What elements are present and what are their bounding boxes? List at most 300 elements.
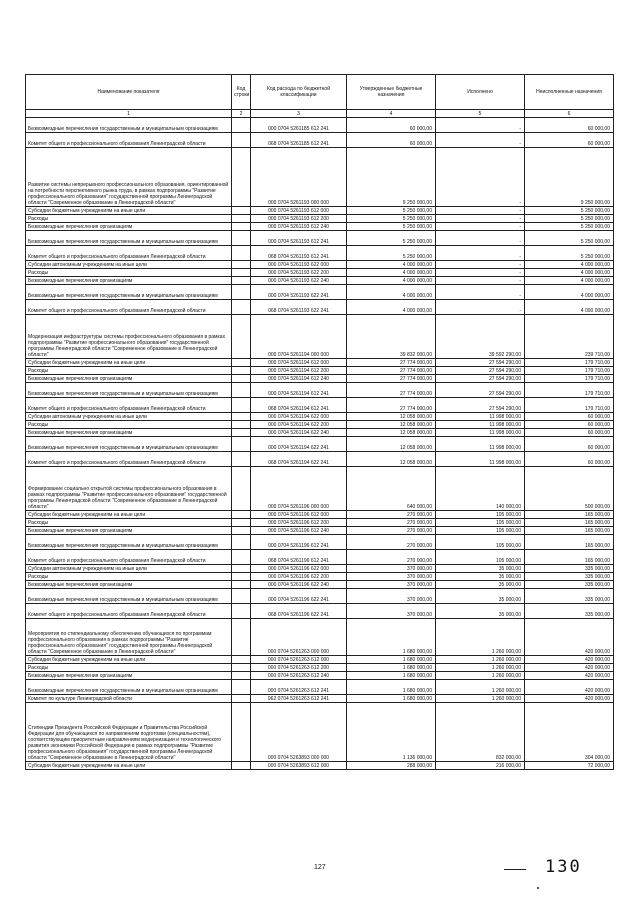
row-executed-amount: 216 000,00 [436, 762, 525, 770]
row-unexecuted-amount: 60 000,00 [525, 421, 614, 429]
row-budget-code: 000 0704 5261193 612 241 [251, 231, 347, 246]
row-indicator-name: Комитет общего и профессионального образования Ленинградской области [26, 398, 232, 413]
row-approved-amount: 5 250 000,00 [347, 231, 436, 246]
row-indicator-name: Комитет общего и профессионального образования Ленинградской области [26, 550, 232, 565]
table-row [26, 429, 614, 437]
row-budget-code: 000 0704 5261193 622 200 [251, 269, 347, 277]
table-row [26, 550, 614, 565]
row-approved-amount: 1 680 000,00 [347, 695, 436, 703]
row-indicator-name: Безвозмездные перечисления организациям [26, 223, 232, 231]
table-row [26, 285, 614, 300]
row-unexecuted-amount: 4 000 000,00 [525, 285, 614, 300]
row-unexecuted-amount: 165 000,00 [525, 527, 614, 535]
row-line-code [232, 118, 251, 133]
row-executed-amount: - [436, 133, 525, 148]
row-line-code [232, 285, 251, 300]
row-approved-amount: 270 000,00 [347, 511, 436, 519]
row-line-code [232, 527, 251, 535]
row-indicator-name: Комитет общего и профессионального образования Ленинградской области [26, 300, 232, 315]
row-unexecuted-amount: 60 000,00 [525, 413, 614, 421]
row-unexecuted-amount: 72 000,00 [525, 762, 614, 770]
row-approved-amount: 12 058 000,00 [347, 437, 436, 452]
row-line-code [232, 452, 251, 467]
row-budget-code: 000 0704 5261263 612 240 [251, 672, 347, 680]
table-row [26, 519, 614, 527]
table-row [26, 231, 614, 246]
row-unexecuted-amount: 9 250 000,00 [525, 148, 614, 207]
table-body [26, 118, 614, 770]
row-executed-amount: 1 260 000,00 [436, 664, 525, 672]
row-executed-amount: - [436, 148, 525, 207]
table-row [26, 589, 614, 604]
row-approved-amount: 60 000,00 [347, 133, 436, 148]
row-line-code [232, 429, 251, 437]
row-budget-code: 068 0704 5261196 622 241 [251, 604, 347, 619]
row-indicator-name: Субсидии бюджетным учреждениям на иные цели [26, 656, 232, 664]
row-line-code [232, 261, 251, 269]
row-indicator-name: Безвозмездные перечисления организациям [26, 672, 232, 680]
row-line-code [232, 367, 251, 375]
row-line-code [232, 300, 251, 315]
row-budget-code: 000 0704 5261196 622 240 [251, 581, 347, 589]
table-row [26, 762, 614, 770]
row-unexecuted-amount: 5 250 000,00 [525, 215, 614, 223]
row-line-code [232, 519, 251, 527]
table-row [26, 413, 614, 421]
row-executed-amount: 35 000,00 [436, 573, 525, 581]
row-unexecuted-amount: 179 710,00 [525, 367, 614, 375]
row-budget-code: 068 0704 5261193 612 241 [251, 246, 347, 261]
row-line-code [232, 223, 251, 231]
row-line-code [232, 573, 251, 581]
handwritten-sheet-number: 130 [545, 857, 582, 877]
row-indicator-name: Субсидии автономным учреждениям на иные цели [26, 565, 232, 573]
table-row [26, 118, 614, 133]
row-indicator-name: Мероприятия по стипендиальному обеспечению обучающихся по программам профессионального образования в рамках подпрограммы "Развитие профессионального образования" государственной программы Ленинградской области "Современное образование в Ленинградской области" [26, 619, 232, 656]
row-executed-amount: - [436, 223, 525, 231]
row-executed-amount: - [436, 261, 525, 269]
table-row [26, 315, 614, 359]
row-unexecuted-amount: 420 000,00 [525, 656, 614, 664]
row-line-code [232, 437, 251, 452]
header-executed: Исполнено [436, 75, 525, 110]
row-line-code [232, 703, 251, 762]
row-budget-code: 000 0704 5261194 612 241 [251, 383, 347, 398]
row-unexecuted-amount: 4 000 000,00 [525, 300, 614, 315]
row-indicator-name: Безвозмездные перечисления организациям [26, 375, 232, 383]
row-budget-code: 000 0704 5261193 622 240 [251, 277, 347, 285]
column-number: 3 [251, 110, 347, 118]
row-unexecuted-amount: 179 710,00 [525, 398, 614, 413]
column-number: 2 [232, 110, 251, 118]
table-row [26, 703, 614, 762]
row-unexecuted-amount: 179 710,00 [525, 359, 614, 367]
row-executed-amount: 1 260 000,00 [436, 695, 525, 703]
row-line-code [232, 511, 251, 519]
row-approved-amount: 27 774 000,00 [347, 375, 436, 383]
row-indicator-name: Безвозмездные перечисления государственным и муниципальным организациям [26, 535, 232, 550]
table-row [26, 467, 614, 511]
row-line-code [232, 695, 251, 703]
row-line-code [232, 246, 251, 261]
row-executed-amount: - [436, 215, 525, 223]
row-approved-amount: 270 000,00 [347, 527, 436, 535]
row-indicator-name: Стипендии Президента Российской Федерации и Правительства Российской Федерации для обучающихся по направлениям подготовки (специальностям), соответствующим приоритетным направлениям модернизации и технологического развития экономики Российской Федерации в рамках подпрограммы "Развитие профессионального образования" государственной программы Ленинградской области "Современное образование в Ленинградской области" [26, 703, 232, 762]
row-approved-amount: 27 774 000,00 [347, 359, 436, 367]
table-row [26, 148, 614, 207]
column-number: 5 [436, 110, 525, 118]
row-line-code [232, 672, 251, 680]
row-executed-amount: - [436, 118, 525, 133]
row-approved-amount: 1 680 000,00 [347, 664, 436, 672]
row-budget-code: 000 0704 5261194 622 241 [251, 437, 347, 452]
row-indicator-name: Расходы [26, 421, 232, 429]
page-number: 127 [314, 864, 326, 871]
row-executed-amount: - [436, 285, 525, 300]
header-budget-code: Код расхода по бюджетной классификации [251, 75, 347, 110]
table-row [26, 535, 614, 550]
row-approved-amount: 270 000,00 [347, 535, 436, 550]
row-approved-amount: 1 680 000,00 [347, 656, 436, 664]
row-line-code [232, 375, 251, 383]
row-budget-code: 000 0704 5261193 612 000 [251, 207, 347, 215]
row-indicator-name: Безвозмездные перечисления государственным и муниципальным организациям [26, 285, 232, 300]
row-indicator-name: Безвозмездные перечисления государственным и муниципальным организациям [26, 231, 232, 246]
row-executed-amount: 27 594 290,00 [436, 367, 525, 375]
row-unexecuted-amount: 60 000,00 [525, 133, 614, 148]
row-executed-amount: 11 998 000,00 [436, 421, 525, 429]
table-row [26, 672, 614, 680]
row-executed-amount: - [436, 207, 525, 215]
row-approved-amount: 370 000,00 [347, 581, 436, 589]
row-executed-amount: 35 000,00 [436, 565, 525, 573]
row-executed-amount: 832 000,00 [436, 703, 525, 762]
row-indicator-name: Комитет общего и профессионального образования Ленинградской области [26, 133, 232, 148]
row-approved-amount: 4 000 000,00 [347, 269, 436, 277]
row-executed-amount: 11 998 000,00 [436, 429, 525, 437]
row-unexecuted-amount: 179 710,00 [525, 375, 614, 383]
row-line-code [232, 359, 251, 367]
row-approved-amount: 4 000 000,00 [347, 300, 436, 315]
row-approved-amount: 270 000,00 [347, 550, 436, 565]
row-approved-amount: 9 250 000,00 [347, 148, 436, 207]
row-executed-amount: 1 260 000,00 [436, 619, 525, 656]
row-indicator-name: Безвозмездные перечисления организациям [26, 277, 232, 285]
row-unexecuted-amount: 420 000,00 [525, 680, 614, 695]
row-budget-code: 000 0704 5261263 612 200 [251, 664, 347, 672]
row-budget-code: 000 0704 5261193 622 241 [251, 285, 347, 300]
row-line-code [232, 215, 251, 223]
row-budget-code: 068 0704 5261194 622 241 [251, 452, 347, 467]
column-number: 6 [525, 110, 614, 118]
row-unexecuted-amount: 165 000,00 [525, 519, 614, 527]
column-number: 1 [26, 110, 232, 118]
row-unexecuted-amount: 60 000,00 [525, 452, 614, 467]
row-unexecuted-amount: 165 000,00 [525, 511, 614, 519]
table-row [26, 664, 614, 672]
row-indicator-name: Субсидии автономным учреждениям на иные цели [26, 413, 232, 421]
row-approved-amount: 12 058 000,00 [347, 452, 436, 467]
report-table-container [25, 74, 613, 770]
row-approved-amount: 288 000,00 [347, 762, 436, 770]
row-executed-amount: 105 000,00 [436, 511, 525, 519]
row-budget-code: 000 0704 5263893 612 000 [251, 762, 347, 770]
row-line-code [232, 467, 251, 511]
row-approved-amount: 640 000,00 [347, 467, 436, 511]
row-line-code [232, 656, 251, 664]
row-unexecuted-amount: 60 000,00 [525, 437, 614, 452]
row-executed-amount: 27 594 290,00 [436, 359, 525, 367]
row-line-code [232, 133, 251, 148]
row-budget-code: 068 0704 5261194 612 241 [251, 398, 347, 413]
row-approved-amount: 39 832 000,00 [347, 315, 436, 359]
row-executed-amount: 11 998 000,00 [436, 437, 525, 452]
row-approved-amount: 27 774 000,00 [347, 398, 436, 413]
row-budget-code: 000 0704 5261193 612 240 [251, 223, 347, 231]
row-executed-amount: 11 998 000,00 [436, 413, 525, 421]
row-budget-code: 000 0704 5261196 622 200 [251, 573, 347, 581]
table-row [26, 573, 614, 581]
table-row [26, 359, 614, 367]
row-unexecuted-amount: 60 000,00 [525, 429, 614, 437]
row-indicator-name: Развитие системы непрерывного профессионального образования, ориентированной на потребности перспективного рынка труда, в рамках подпрограммы "Развитие профессионального образования" государственной программы Ленинградской области "Современное образование в Ленинградской области" [26, 148, 232, 207]
row-executed-amount: 27 594 290,00 [436, 398, 525, 413]
row-budget-code: 068 0704 5261196 612 241 [251, 550, 347, 565]
table-row [26, 452, 614, 467]
table-row [26, 246, 614, 261]
row-line-code [232, 207, 251, 215]
header-approved: Утвержденные бюджетные назначения [347, 75, 436, 110]
row-budget-code: 000 0704 5261196 612 241 [251, 535, 347, 550]
row-line-code [232, 619, 251, 656]
row-budget-code: 000 0704 5261194 612 000 [251, 359, 347, 367]
row-indicator-name: Субсидии бюджетным учреждениям на иные цели [26, 511, 232, 519]
row-indicator-name: Комитет по культуре Ленинградской области [26, 695, 232, 703]
row-unexecuted-amount: 60 000,00 [525, 118, 614, 133]
row-approved-amount: 1 680 000,00 [347, 619, 436, 656]
row-budget-code: 000 0704 5261263 000 000 [251, 619, 347, 656]
row-unexecuted-amount: 335 000,00 [525, 604, 614, 619]
row-line-code [232, 565, 251, 573]
row-approved-amount: 4 000 000,00 [347, 277, 436, 285]
row-line-code [232, 762, 251, 770]
table-row [26, 398, 614, 413]
table-row [26, 300, 614, 315]
table-header-row [26, 75, 614, 110]
row-indicator-name: Безвозмездные перечисления государственным и муниципальным организациям [26, 589, 232, 604]
table-row [26, 527, 614, 535]
scan-speck [537, 887, 539, 889]
table-row [26, 680, 614, 695]
row-indicator-name: Безвозмездные перечисления организациям [26, 527, 232, 535]
table-row [26, 207, 614, 215]
row-executed-amount: 39 592 290,00 [436, 315, 525, 359]
header-line-code: Код строки [232, 75, 251, 110]
table-row [26, 133, 614, 148]
row-unexecuted-amount: 420 000,00 [525, 619, 614, 656]
row-budget-code: 000 0704 5261196 622 241 [251, 589, 347, 604]
row-budget-code: 000 0704 5261194 622 200 [251, 421, 347, 429]
row-budget-code: 962 0704 5261263 612 241 [251, 695, 347, 703]
row-budget-code: 000 0704 5261196 612 240 [251, 527, 347, 535]
row-indicator-name: Расходы [26, 215, 232, 223]
row-unexecuted-amount: 5 250 000,00 [525, 207, 614, 215]
row-approved-amount: 27 774 000,00 [347, 383, 436, 398]
table-row [26, 511, 614, 519]
row-approved-amount: 270 000,00 [347, 519, 436, 527]
table-row [26, 277, 614, 285]
row-unexecuted-amount: 304 000,00 [525, 703, 614, 762]
row-approved-amount: 370 000,00 [347, 573, 436, 581]
row-executed-amount: 105 000,00 [436, 527, 525, 535]
row-line-code [232, 398, 251, 413]
row-unexecuted-amount: 179 710,00 [525, 383, 614, 398]
row-budget-code: 068 0704 5261185 612 241 [251, 133, 347, 148]
row-line-code [232, 148, 251, 207]
row-approved-amount: 370 000,00 [347, 565, 436, 573]
row-line-code [232, 550, 251, 565]
row-executed-amount: 140 000,00 [436, 467, 525, 511]
table-row [26, 383, 614, 398]
row-executed-amount: 27 594 290,00 [436, 375, 525, 383]
row-indicator-name: Расходы [26, 519, 232, 527]
row-indicator-name: Расходы [26, 573, 232, 581]
row-budget-code: 000 0704 5261193 000 000 [251, 148, 347, 207]
row-unexecuted-amount: 4 000 000,00 [525, 261, 614, 269]
column-number-row [26, 110, 614, 118]
row-indicator-name: Безвозмездные перечисления организациям [26, 429, 232, 437]
row-indicator-name: Субсидии бюджетным учреждениям на иные цели [26, 207, 232, 215]
row-unexecuted-amount: 5 250 000,00 [525, 246, 614, 261]
row-approved-amount: 60 000,00 [347, 118, 436, 133]
table-row [26, 375, 614, 383]
row-executed-amount: - [436, 277, 525, 285]
table-row [26, 261, 614, 269]
row-line-code [232, 680, 251, 695]
row-line-code [232, 231, 251, 246]
table-row [26, 269, 614, 277]
row-executed-amount: - [436, 246, 525, 261]
row-line-code [232, 315, 251, 359]
row-approved-amount: 1 136 000,00 [347, 703, 436, 762]
row-unexecuted-amount: 420 000,00 [525, 664, 614, 672]
table-row [26, 437, 614, 452]
row-executed-amount: 105 000,00 [436, 519, 525, 527]
row-unexecuted-amount: 5 250 000,00 [525, 223, 614, 231]
row-indicator-name: Субсидии автономным учреждениям на иные цели [26, 261, 232, 269]
row-approved-amount: 5 250 000,00 [347, 223, 436, 231]
row-indicator-name: Безвозмездные перечисления государственным и муниципальным организациям [26, 118, 232, 133]
row-approved-amount: 12 058 000,00 [347, 413, 436, 421]
row-indicator-name: Комитет общего и профессионального образования Ленинградской области [26, 604, 232, 619]
row-line-code [232, 277, 251, 285]
row-unexecuted-amount: 165 000,00 [525, 550, 614, 565]
row-unexecuted-amount: 335 000,00 [525, 573, 614, 581]
row-executed-amount: 1 260 000,00 [436, 672, 525, 680]
row-unexecuted-amount: 335 000,00 [525, 589, 614, 604]
table-row [26, 565, 614, 573]
row-budget-code: 000 0704 5261193 622 000 [251, 261, 347, 269]
row-executed-amount: 1 260 000,00 [436, 656, 525, 664]
row-line-code [232, 581, 251, 589]
table-row [26, 223, 614, 231]
row-budget-code: 000 0704 5261196 612 000 [251, 511, 347, 519]
row-unexecuted-amount: 500 000,00 [525, 467, 614, 511]
row-approved-amount: 12 058 000,00 [347, 421, 436, 429]
row-indicator-name: Расходы [26, 269, 232, 277]
row-line-code [232, 269, 251, 277]
row-approved-amount: 4 000 000,00 [347, 261, 436, 269]
row-indicator-name: Безвозмездные перечисления государственным и муниципальным организациям [26, 383, 232, 398]
row-line-code [232, 421, 251, 429]
row-executed-amount: 105 000,00 [436, 550, 525, 565]
table-row [26, 581, 614, 589]
row-unexecuted-amount: 4 000 000,00 [525, 269, 614, 277]
row-budget-code: 000 0704 5261263 612 241 [251, 680, 347, 695]
row-budget-code: 000 0704 5261194 612 240 [251, 375, 347, 383]
row-executed-amount: - [436, 231, 525, 246]
row-approved-amount: 370 000,00 [347, 604, 436, 619]
row-line-code [232, 535, 251, 550]
row-budget-code: 000 0704 5261193 612 200 [251, 215, 347, 223]
row-executed-amount: 27 594 290,00 [436, 383, 525, 398]
row-unexecuted-amount: 335 000,00 [525, 581, 614, 589]
row-executed-amount: 105 000,00 [436, 535, 525, 550]
row-budget-code: 000 0704 5261196 000 000 [251, 467, 347, 511]
row-executed-amount: 11 998 000,00 [436, 452, 525, 467]
row-budget-code: 000 0704 5261194 622 000 [251, 413, 347, 421]
stamp-dash [504, 869, 526, 870]
row-indicator-name: Формирование социально открытой системы профессионального образования в рамках подпрограммы "Развитие профессионального образования" государственной программы Ленинградской области "Современное образование в Ленинградской области" [26, 467, 232, 511]
row-unexecuted-amount: 4 000 000,00 [525, 277, 614, 285]
row-line-code [232, 589, 251, 604]
row-approved-amount: 12 058 000,00 [347, 429, 436, 437]
row-approved-amount: 5 250 000,00 [347, 207, 436, 215]
table-row [26, 215, 614, 223]
row-line-code [232, 383, 251, 398]
row-executed-amount: - [436, 300, 525, 315]
row-indicator-name: Расходы [26, 664, 232, 672]
row-approved-amount: 1 680 000,00 [347, 680, 436, 695]
table-row [26, 695, 614, 703]
row-budget-code: 000 0704 5261194 000 000 [251, 315, 347, 359]
row-indicator-name: Комитет общего и профессионального образования Ленинградской области [26, 452, 232, 467]
row-budget-code: 000 0704 5261185 612 241 [251, 118, 347, 133]
table-row [26, 367, 614, 375]
column-number: 4 [347, 110, 436, 118]
row-indicator-name: Модернизация инфраструктуры системы профессионального образования в рамках подпрограммы "Развитие профессионального образования" государственной программы Ленинградской области "Современное образование в Ленинградской области" [26, 315, 232, 359]
row-approved-amount: 1 680 000,00 [347, 672, 436, 680]
budget-execution-table [25, 74, 614, 770]
row-budget-code: 000 0704 5261194 612 200 [251, 367, 347, 375]
row-budget-code: 000 0704 5261263 612 000 [251, 656, 347, 664]
row-indicator-name: Расходы [26, 367, 232, 375]
row-approved-amount: 5 250 000,00 [347, 215, 436, 223]
row-unexecuted-amount: 5 250 000,00 [525, 231, 614, 246]
row-line-code [232, 604, 251, 619]
row-budget-code: 000 0704 5261196 622 000 [251, 565, 347, 573]
row-budget-code: 000 0704 5261194 622 240 [251, 429, 347, 437]
row-executed-amount: 1 260 000,00 [436, 680, 525, 695]
row-unexecuted-amount: 239 710,00 [525, 315, 614, 359]
row-indicator-name: Безвозмездные перечисления государственным и муниципальным организациям [26, 437, 232, 452]
row-indicator-name: Комитет общего и профессионального образования Ленинградской области [26, 246, 232, 261]
row-unexecuted-amount: 420 000,00 [525, 672, 614, 680]
row-budget-code: 068 0704 5261193 622 241 [251, 300, 347, 315]
table-row [26, 421, 614, 429]
row-executed-amount: - [436, 269, 525, 277]
row-approved-amount: 370 000,00 [347, 589, 436, 604]
